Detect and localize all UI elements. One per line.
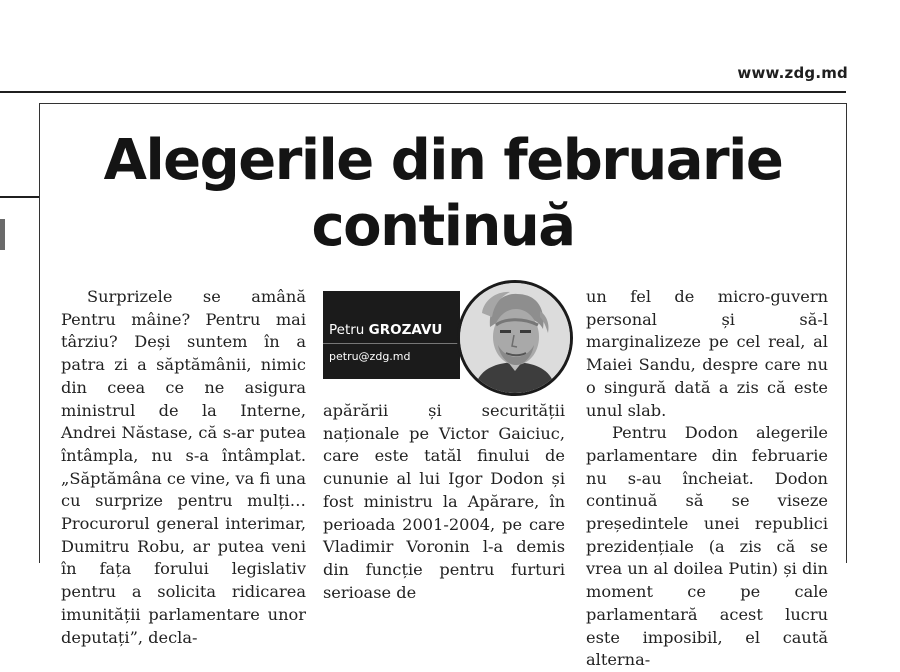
author-divider [323, 343, 460, 344]
article-column-2 [323, 400, 565, 604]
site-url[interactable]: www.zdg.md [737, 64, 848, 82]
headline-line-1: Alegerile din februarie [103, 128, 783, 193]
adjacent-column-marker [0, 219, 5, 250]
column-3-paragraph-2: Pentru Dodon alegerile parlamentare din februarie nu s-au încheiat. Dodon continuă să se viseze președintele unei republici prezidențiale (a zis că se vrea un al doilea Putin) și din moment ce pe cale parlamentară acest lucru este imposibil, el caută alterna- [586, 423, 828, 670]
column-2-text: apărării și securității naționale pe Victor Gaiciuc, care este tatăl finului de cununie al lui Igor Dodon și fost ministru la Apărare, în perioada 2001-2004, pe care Vladimir Voronin l-a demis din funcție pentru furturi serioase de [323, 401, 565, 602]
author-email[interactable]: petru@zdg.md [329, 350, 411, 363]
author-first-name: Petru [329, 322, 365, 338]
header-rule [0, 91, 846, 93]
author-last-name: GROZAVU [368, 322, 443, 338]
article-column-3 [586, 286, 828, 672]
author-box [323, 291, 460, 379]
author-portrait [457, 280, 573, 396]
article-headline [40, 128, 846, 260]
headline-line-2: continuă [311, 194, 575, 259]
column-3-paragraph-1: un fel de micro-guvern personal și să-l marginalizeze pe cel real, al Maiei Sandu, despre care nu o singură dată a zis că este unul slab. [586, 287, 828, 420]
article-column-1 [61, 286, 306, 649]
adjacent-column-rule [0, 196, 40, 198]
author-photo-icon [460, 283, 570, 393]
column-1-text: Surprizele se amână Pentru mâine? Pentru mai târziu? Deși suntem în a patra zi a săptămânii, nimic din ceea ce ne asigura ministrul de la Interne, Andrei Năstase, că s-ar putea întâmpla, nu s-a întâmplat. „Săptămâna ce vine, va fi una cu surprize pentru mulți… Procurorul general interimar, Dumitru Robu, ar putea veni în fața forului legislativ pentru a solicita ridicarea imunității parlamentare unor deputați”, decla- [61, 287, 306, 647]
author-name [329, 322, 442, 338]
